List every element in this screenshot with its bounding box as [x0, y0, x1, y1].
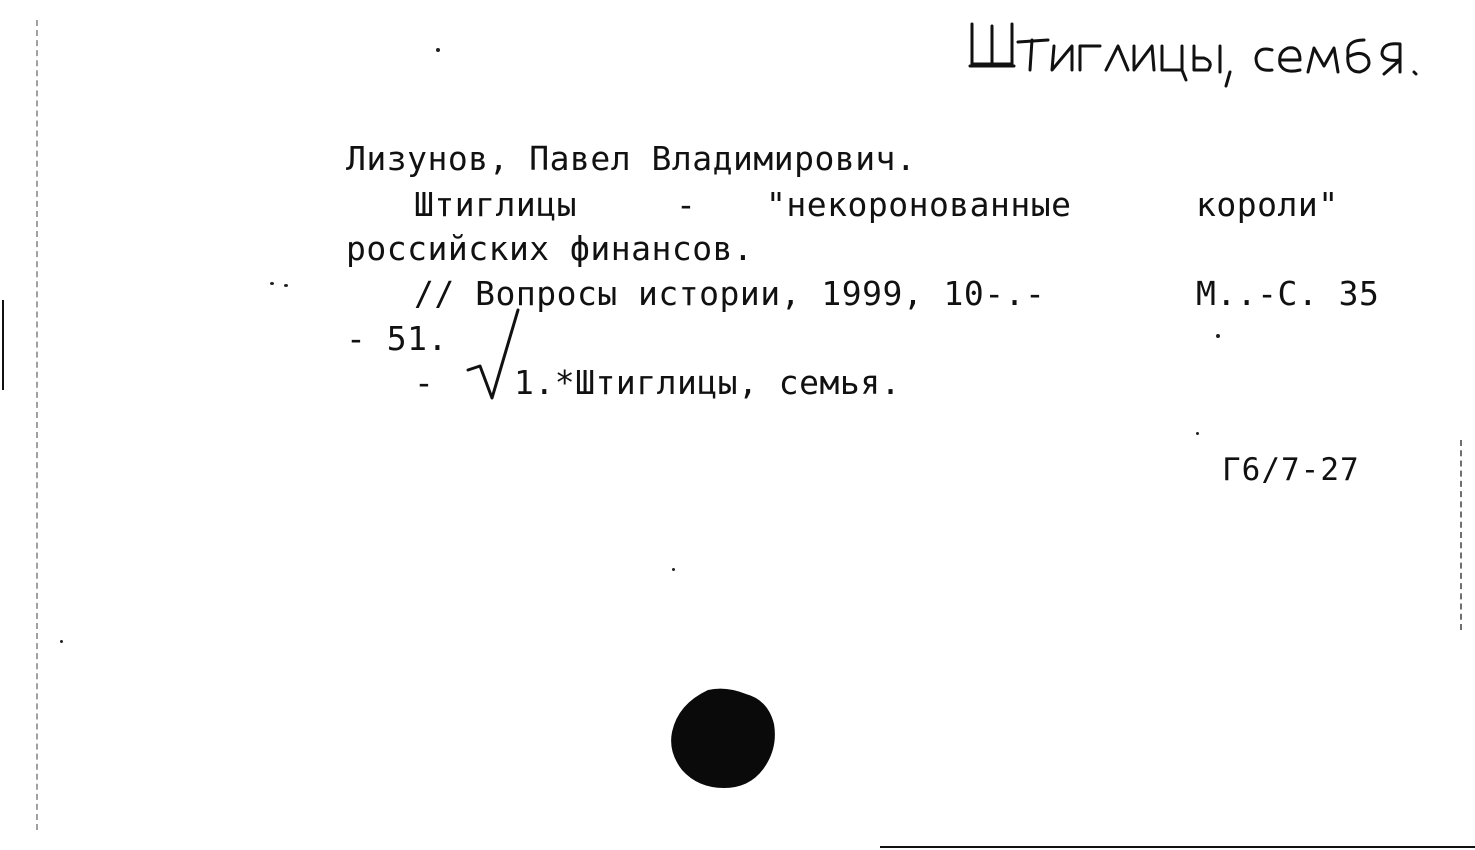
- speck: [1196, 432, 1199, 435]
- source-part-1: // Вопросы истории, 1999, 10-.-: [414, 274, 1046, 313]
- title-part-1: Штиглицы: [414, 185, 577, 224]
- title-dash: -: [676, 185, 697, 224]
- speck: [436, 48, 440, 52]
- call-number: Г6/7-27: [1222, 452, 1360, 488]
- source-line-2: - 51.: [346, 319, 448, 358]
- card-left-mark: [2, 300, 4, 390]
- punch-hole: [668, 686, 778, 790]
- speck: [672, 568, 675, 571]
- title-part-2: "некоронованные: [766, 185, 1072, 224]
- speck: [284, 284, 288, 287]
- card-right-edge: [1460, 440, 1462, 630]
- source-part-2: М..-С. 35: [1196, 274, 1380, 313]
- speck: [60, 640, 63, 643]
- title-line-2: российских финансов.: [346, 229, 754, 268]
- card-bottom-edge: [880, 846, 1475, 848]
- speck: [1216, 334, 1220, 338]
- speck: [270, 282, 274, 285]
- check-mark-icon: [462, 300, 522, 400]
- subject-heading: 1.*Штиглицы, семья.: [514, 363, 901, 402]
- subject-dash: -: [414, 363, 435, 402]
- handwritten-heading: [968, 14, 1468, 94]
- card-left-edge: [36, 20, 38, 830]
- author-line: Лизунов, Павел Владимирович.: [346, 139, 917, 178]
- title-part-3: короли": [1196, 185, 1339, 224]
